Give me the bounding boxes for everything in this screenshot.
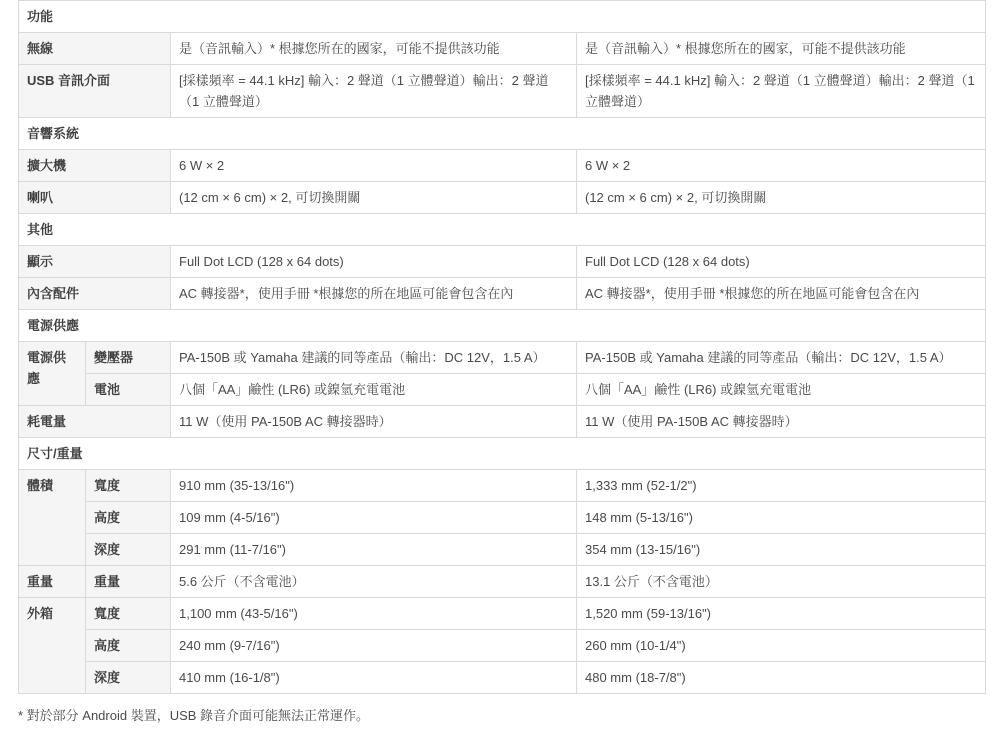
spec-row bbox=[19, 65, 986, 118]
value-cell-right: PA-150B 或 Yamaha 建議的同等產品（輸出：DC 12V，1.5 A） bbox=[577, 342, 986, 374]
spec-group-row bbox=[19, 342, 986, 374]
spec-group-row bbox=[19, 534, 986, 566]
value-cell-right: AC 轉接器*，使用手冊 *根據您的所在地區可能會包含在內 bbox=[577, 278, 986, 310]
value-cell-left: 1,100 mm (43-5/16") bbox=[171, 598, 577, 630]
spec-row bbox=[19, 278, 986, 310]
spec-row bbox=[19, 246, 986, 278]
value-cell-left: 5.6 公斤（不含電池） bbox=[171, 566, 577, 598]
value-cell-left: PA-150B 或 Yamaha 建議的同等產品（輸出：DC 12V，1.5 A） bbox=[171, 342, 577, 374]
value-cell-right: 11 W（使用 PA-150B AC 轉接器時） bbox=[577, 406, 986, 438]
value-cell-right: 13.1 公斤（不含電池） bbox=[577, 566, 986, 598]
group-header: 重量 bbox=[19, 566, 86, 598]
row-header: 顯示 bbox=[19, 246, 171, 278]
section-title: 功能 bbox=[19, 1, 986, 33]
footnote: * 對於部分 Android 裝置，USB 錄音介面可能無法正常運作。 bbox=[18, 708, 370, 723]
row-subheader: 電池 bbox=[86, 374, 171, 406]
row-header: USB 音訊介面 bbox=[19, 65, 171, 118]
section-header-row bbox=[19, 118, 986, 150]
row-header: 擴大機 bbox=[19, 150, 171, 182]
row-subheader: 變壓器 bbox=[86, 342, 171, 374]
section-header-row bbox=[19, 1, 986, 33]
value-cell-right: 1,520 mm (59-13/16") bbox=[577, 598, 986, 630]
value-cell-right: 354 mm (13-15/16") bbox=[577, 534, 986, 566]
value-cell-left: 是（音訊輸入）* 根據您所在的國家，可能不提供該功能 bbox=[171, 33, 577, 65]
value-cell-right: Full Dot LCD (128 x 64 dots) bbox=[577, 246, 986, 278]
value-cell-left: 八個「AA」鹼性 (LR6) 或鎳氫充電電池 bbox=[171, 374, 577, 406]
spec-group-row bbox=[19, 662, 986, 694]
spec-row bbox=[19, 406, 986, 438]
value-cell-left: 11 W（使用 PA-150B AC 轉接器時） bbox=[171, 406, 577, 438]
row-subheader: 寬度 bbox=[86, 470, 171, 502]
value-cell-right: (12 cm × 6 cm) × 2, 可切換開關 bbox=[577, 182, 986, 214]
spec-table-body bbox=[19, 1, 986, 694]
spec-group-row bbox=[19, 374, 986, 406]
value-cell-left: (12 cm × 6 cm) × 2, 可切換開關 bbox=[171, 182, 577, 214]
spec-group-row bbox=[19, 630, 986, 662]
row-subheader: 重量 bbox=[86, 566, 171, 598]
value-cell-left: AC 轉接器*，使用手冊 *根據您的所在地區可能會包含在內 bbox=[171, 278, 577, 310]
spec-row bbox=[19, 150, 986, 182]
spec-group-row bbox=[19, 502, 986, 534]
value-cell-left: 6 W × 2 bbox=[171, 150, 577, 182]
row-header: 喇叭 bbox=[19, 182, 171, 214]
value-cell-right: 480 mm (18-7/8") bbox=[577, 662, 986, 694]
value-cell-right: [採樣頻率 = 44.1 kHz] 輸入：2 聲道（1 立體聲道）輸出：2 聲道（1 立體聲道） bbox=[577, 65, 986, 118]
value-cell-left: 109 mm (4-5/16") bbox=[171, 502, 577, 534]
spec-row bbox=[19, 33, 986, 65]
value-cell-right: 是（音訊輸入）* 根據您所在的國家，可能不提供該功能 bbox=[577, 33, 986, 65]
section-header-row bbox=[19, 214, 986, 246]
row-subheader: 深度 bbox=[86, 534, 171, 566]
value-cell-left: 410 mm (16-1/8") bbox=[171, 662, 577, 694]
row-subheader: 高度 bbox=[86, 502, 171, 534]
value-cell-left: Full Dot LCD (128 x 64 dots) bbox=[171, 246, 577, 278]
spec-group-row bbox=[19, 470, 986, 502]
row-header: 無線 bbox=[19, 33, 171, 65]
group-header: 電源供應 bbox=[19, 342, 86, 406]
value-cell-right: 148 mm (5-13/16") bbox=[577, 502, 986, 534]
section-header-row bbox=[19, 310, 986, 342]
row-header: 內含配件 bbox=[19, 278, 171, 310]
value-cell-left: [採樣頻率 = 44.1 kHz] 輸入：2 聲道（1 立體聲道）輸出：2 聲道（1 立體聲道） bbox=[171, 65, 577, 118]
row-header: 耗電量 bbox=[19, 406, 171, 438]
value-cell-right: 260 mm (10-1/4") bbox=[577, 630, 986, 662]
section-title: 其他 bbox=[19, 214, 986, 246]
row-subheader: 高度 bbox=[86, 630, 171, 662]
value-cell-right: 1,333 mm (52-1/2") bbox=[577, 470, 986, 502]
value-cell-right: 八個「AA」鹼性 (LR6) 或鎳氫充電電池 bbox=[577, 374, 986, 406]
section-title: 電源供應 bbox=[19, 310, 986, 342]
section-header-row bbox=[19, 438, 986, 470]
value-cell-left: 910 mm (35-13/16") bbox=[171, 470, 577, 502]
group-header: 體積 bbox=[19, 470, 86, 566]
group-header: 外箱 bbox=[19, 598, 86, 694]
value-cell-left: 240 mm (9-7/16") bbox=[171, 630, 577, 662]
spec-group-row bbox=[19, 598, 986, 630]
value-cell-right: 6 W × 2 bbox=[577, 150, 986, 182]
section-title: 音響系統 bbox=[19, 118, 986, 150]
row-subheader: 寬度 bbox=[86, 598, 171, 630]
spec-table bbox=[18, 0, 986, 694]
section-title: 尺寸/重量 bbox=[19, 438, 986, 470]
spec-row bbox=[19, 182, 986, 214]
row-subheader: 深度 bbox=[86, 662, 171, 694]
value-cell-left: 291 mm (11-7/16") bbox=[171, 534, 577, 566]
spec-group-row bbox=[19, 566, 986, 598]
